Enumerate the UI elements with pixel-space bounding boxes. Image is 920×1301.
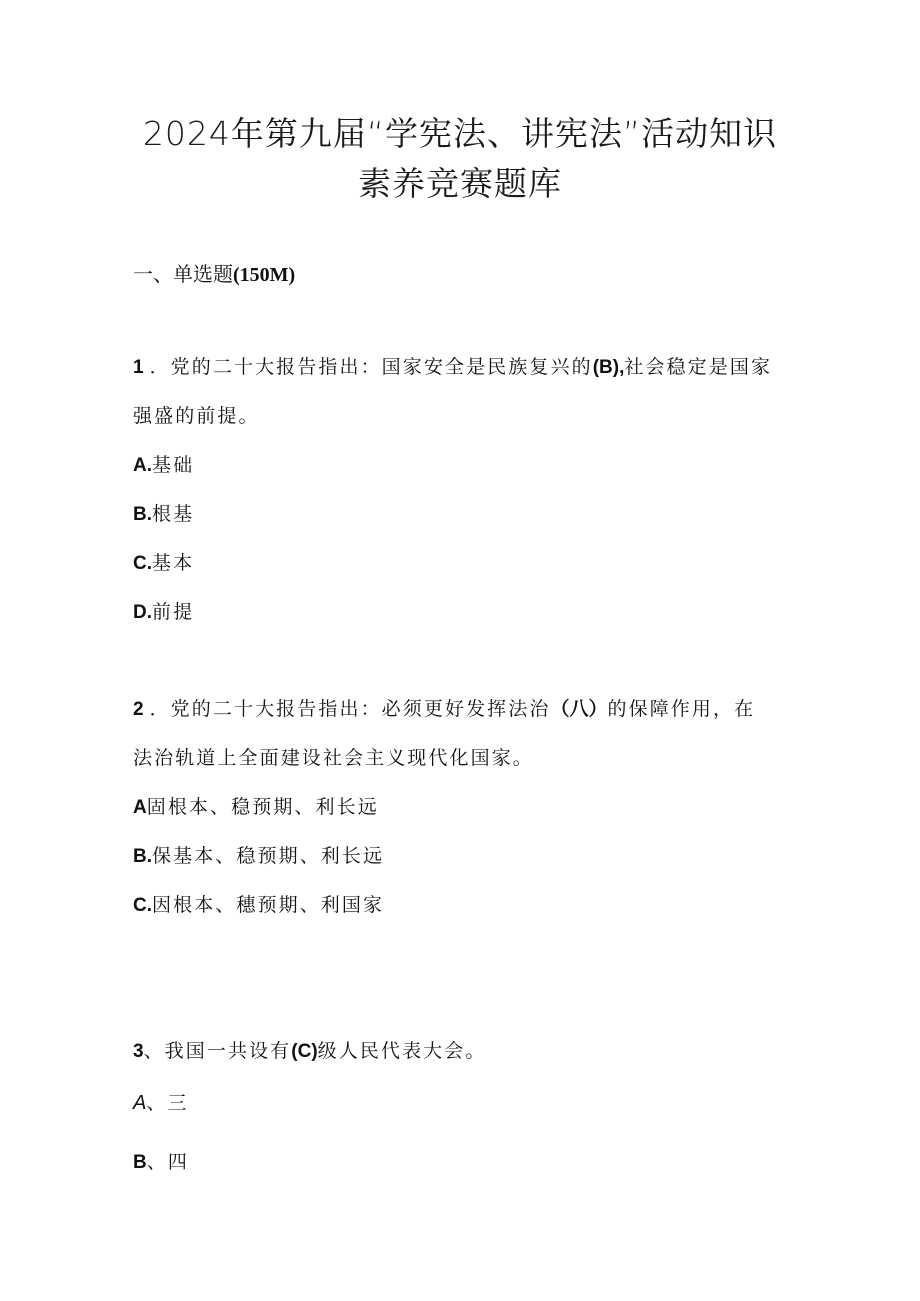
section-label: 一、单选题 [133, 262, 233, 286]
question-1-option-a [133, 453, 194, 478]
question-2-option-b [133, 844, 384, 869]
section-heading [133, 258, 295, 287]
option-text: 根基 [152, 503, 195, 525]
option-text: 固根本、稳预期、利长远 [146, 796, 379, 818]
question-2-stem [133, 697, 755, 722]
question-answer: (C) [291, 1041, 318, 1062]
question-1-stem [133, 355, 772, 380]
question-3-option-b [133, 1150, 189, 1175]
question-answer: (B), [592, 357, 625, 378]
question-text-cont: 的保障作用，在 [607, 698, 756, 720]
question-2-stem-cont: 法治轨道上全面建设社会主义现代化国家。 [133, 747, 534, 769]
question-3-stem [133, 1039, 486, 1064]
option-letter: B [133, 1152, 147, 1173]
question-1-option-b [133, 502, 194, 527]
question-number: 1 [133, 357, 144, 378]
question-2-option-a [133, 795, 379, 820]
option-letter: A [133, 797, 147, 818]
question-2-option-c [133, 893, 384, 918]
document-title-line-2: 素养竞赛题库 [358, 164, 562, 203]
question-number: 2 [133, 699, 144, 720]
option-letter: C. [133, 553, 152, 574]
option-letter: C. [133, 895, 152, 916]
option-letter: B. [133, 846, 152, 867]
option-text: 前提 [152, 601, 195, 623]
option-text: 基本 [152, 552, 195, 574]
option-text: 因根本、穗预期、利国家 [152, 894, 385, 916]
question-1-stem-cont: 强盛的前提。 [133, 405, 260, 427]
question-3-option-a [133, 1091, 189, 1115]
option-letter: A. [133, 455, 152, 476]
question-text-cont: 社会稳定是国家 [624, 356, 773, 378]
option-letter: A [133, 1092, 147, 1114]
question-text: ．党的二十大报告指出：国家安全是民族复兴的 [149, 356, 593, 378]
option-text: 、四 [146, 1151, 189, 1173]
question-1-option-d [133, 600, 194, 625]
question-number: 3 [133, 1041, 144, 1062]
question-text-cont: 级人民代表大会。 [317, 1040, 487, 1062]
question-text: 、我国一共设有 [143, 1040, 292, 1062]
option-text: 基础 [152, 454, 195, 476]
section-count: (150M) [233, 264, 296, 286]
question-1-option-c [133, 551, 194, 576]
option-letter: B. [133, 504, 152, 525]
question-answer: （八） [550, 699, 608, 720]
option-text: 保基本、稳预期、利长远 [152, 845, 385, 867]
option-text: 、三 [146, 1092, 189, 1114]
document-title-line-1: 2024年第九届“学宪法、讲宪法”活动知识 [142, 114, 778, 153]
option-letter: D. [133, 602, 152, 623]
question-text: ．党的二十大报告指出：必须更好发挥法治 [149, 698, 551, 720]
